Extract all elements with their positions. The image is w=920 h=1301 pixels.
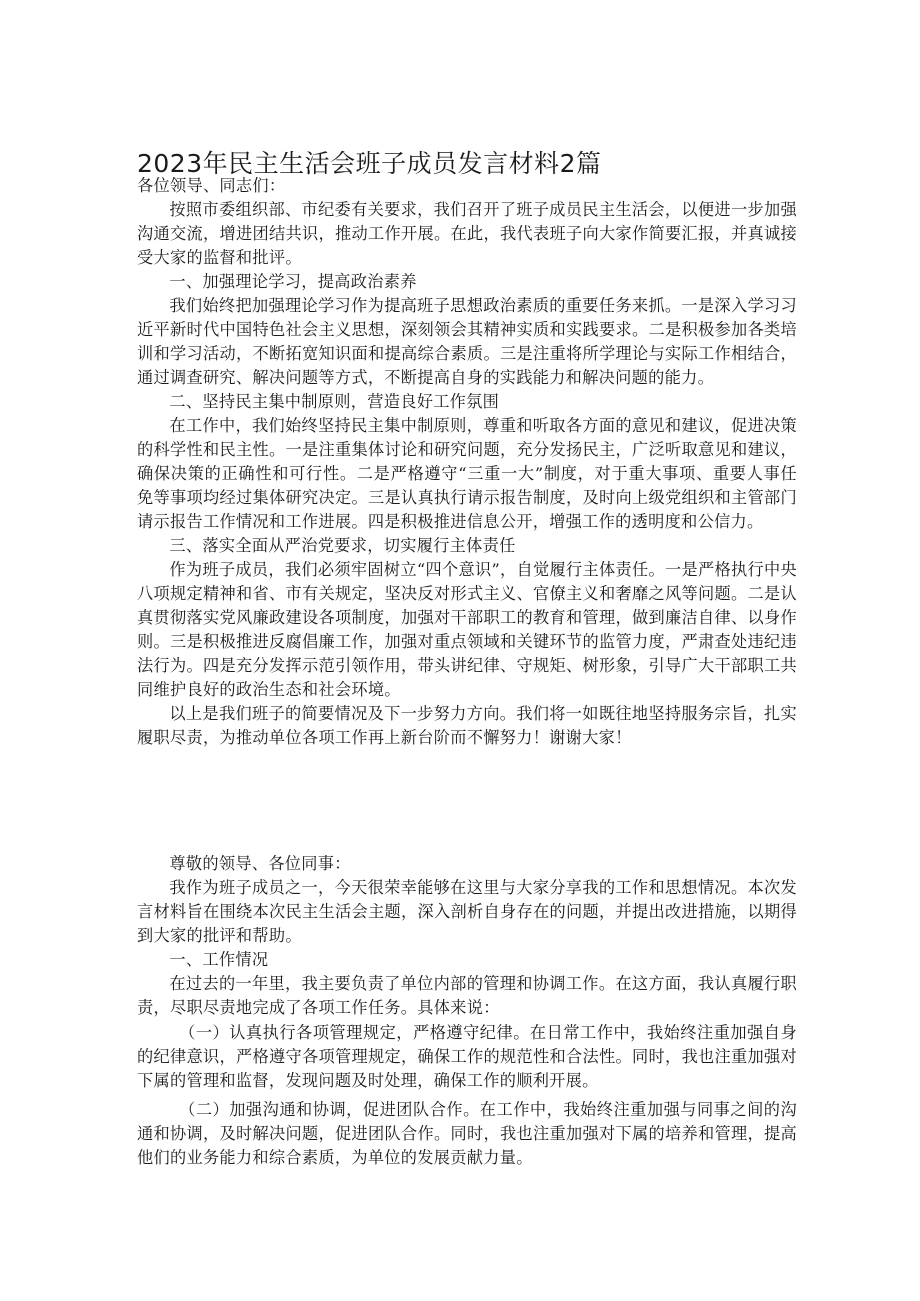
list-item-2: （二）加强沟通和协调，促进团队合作。在工作中，我始终注重加强与同事之间的沟通和协调，及时解决问题，促进团队合作。同时，我也注重加强对下属的培养和管理，提高他们的业务能力和综合素质，为单位的发展贡献力量。	[137, 1100, 797, 1167]
speech-2	[137, 852, 797, 1170]
speech-1	[137, 174, 797, 750]
intro-paragraph: 我作为班子成员之一，今天很荣幸能够在这里与大家分享我的工作和思想情况。本次发言材料旨在围绕本次民主生活会主题，深入剖析自身存在的问题，并提出改进措施，以期得到大家的批评和帮助。	[137, 878, 797, 945]
section-paragraph-2: 在工作中，我们始终坚持民主集中制原则，尊重和听取各方面的意见和建议，促进决策的科学性和民主性。一是注重集体讨论和研究问题，充分发扬民主，广泛听取意见和建议，确保决策的正确性和可行性。二是严格遵守“三重一大”制度，对于重大事项、重要人事任免等事项均经过集体研究决定。三是认真执行请示报告制度，及时向上级党组织和主管部门请示报告工作情况和工作进展。四是积极推进信息公开，增强工作的透明度和公信力。	[137, 416, 797, 531]
section-heading-1: 一、工作情况	[169, 950, 269, 969]
section-heading-2: 二、坚持民主集中制原则，营造良好工作氛围	[169, 392, 500, 411]
salutation: 尊敬的领导、各位同事：	[169, 854, 351, 873]
closing-paragraph: 以上是我们班子的简要情况及下一步努力方向。我们将一如既往地坚持服务宗旨，扎实履职尽责，为推动单位各项工作再上新台阶而不懈努力！谢谢大家！	[137, 704, 797, 747]
section-heading-1: 一、加强理论学习，提高政治素养	[169, 272, 417, 291]
section-paragraph-1: 在过去的一年里，我主要负责了单位内部的管理和协调工作。在这方面，我认真履行职责，尽职尽责地完成了各项工作任务。具体来说：	[137, 974, 797, 1017]
intro-paragraph: 按照市委组织部、市纪委有关要求，我们召开了班子成员民主生活会，以便进一步加强沟通交流，增进团结共识，推动工作开展。在此，我代表班子向大家作简要汇报，并真诚接受大家的监督和批评。	[137, 200, 797, 267]
section-paragraph-3: 作为班子成员，我们必须牢固树立“四个意识”，自觉履行主体责任。一是严格执行中央八项规定精神和省、市有关规定，坚决反对形式主义、官僚主义和奢靡之风等问题。二是认真贯彻落实党风廉政建设各项制度，加强对干部职工的教育和管理，做到廉洁自律、以身作则。三是积极推进反腐倡廉工作，加强对重点领域和关键环节的监管力度，严肃查处违纪违法行为。四是充分发挥示范引领作用，带头讲纪律、守规矩、树形象，引导广大干部职工共同维护良好的政治生态和社会环境。	[137, 560, 797, 699]
document-title: 2023年民主生活会班子成员发言材料2篇	[137, 149, 602, 178]
section-heading-3: 三、落实全面从严治党要求，切实履行主体责任	[169, 536, 516, 555]
section-paragraph-1: 我们始终把加强理论学习作为提高班子思想政治素质的重要任务来抓。一是深入学习习近平新时代中国特色社会主义思想，深刻领会其精神实质和实践要求。二是积极参加各类培训和学习活动，不断拓宽知识面和提高综合素质。三是注重将所学理论与实际工作相结合，通过调查研究、解决问题等方式，不断提高自身的实践能力和解决问题的能力。	[137, 296, 797, 387]
list-item-1: （一）认真执行各项管理规定，严格遵守纪律。在日常工作中，我始终注重加强自身的纪律意识，严格遵守各项管理规定，确保工作的规范性和合法性。同时，我也注重加强对下属的管理和监督，发现问题及时处理，确保工作的顺利开展。	[137, 1023, 797, 1090]
salutation: 各位领导、同志们：	[137, 176, 286, 195]
